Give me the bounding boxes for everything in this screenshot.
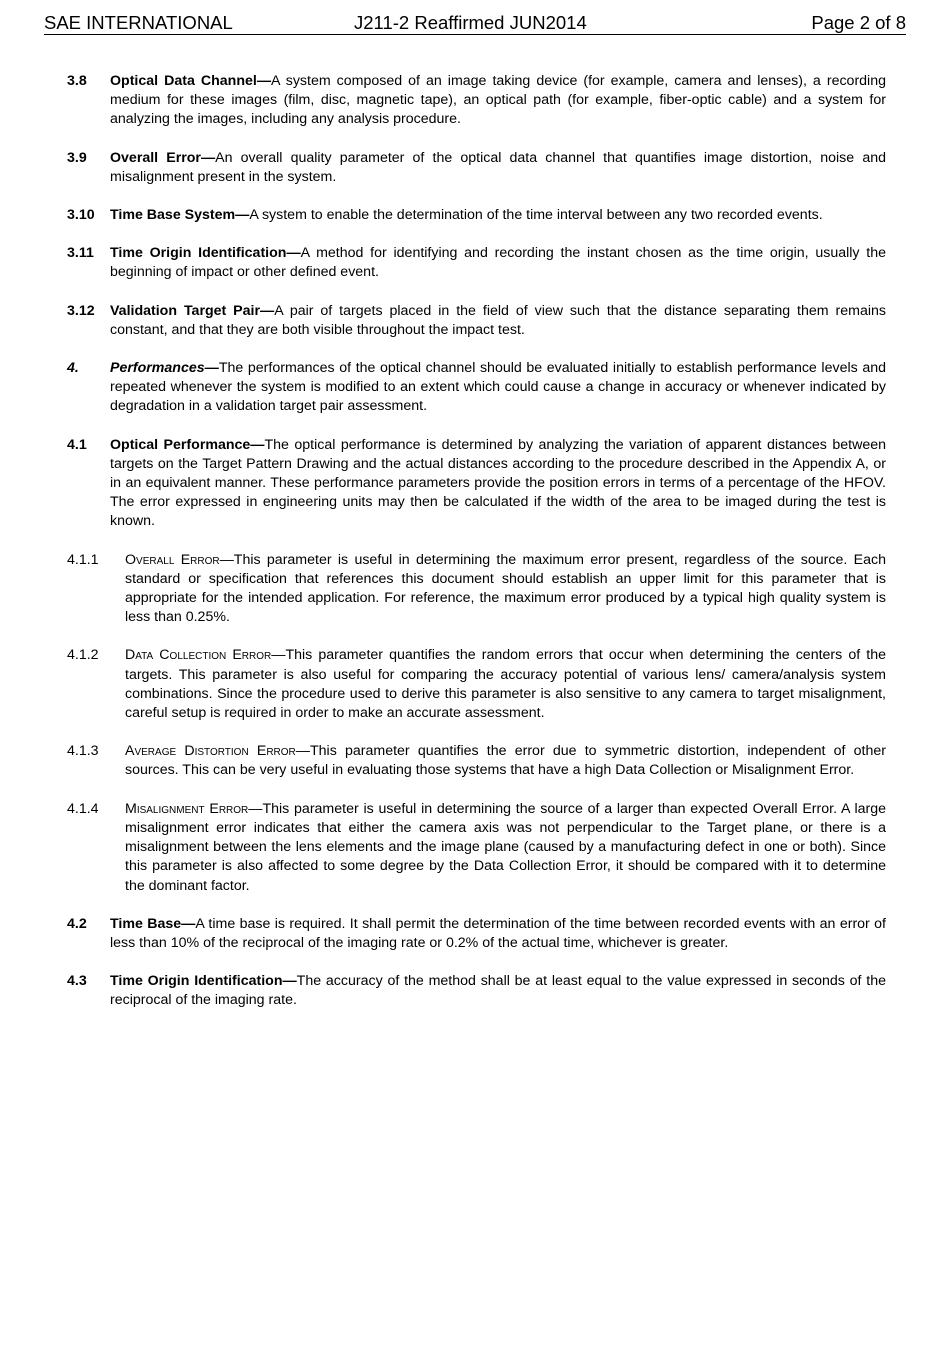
- section-number: 4.1.3: [67, 743, 99, 760]
- section-text: A method for identifying and recording the instant chosen as the time origin, usually the beginning of impact or other defined event.: [110, 245, 886, 281]
- section-number: 4.1.1: [67, 551, 99, 568]
- section-number: 4.1.4: [67, 800, 99, 817]
- section-3-9: [67, 149, 886, 187]
- section-number: 4.1: [67, 436, 87, 453]
- section-text: —This parameter quantifies the error due to symmetric distortion, independent of other sources. This can be very useful in evaluating those systems that have a high Data Collection or Misalignment Error.: [125, 743, 887, 779]
- page-header: [44, 12, 906, 35]
- section-3-8: [67, 72, 886, 130]
- section-number: 4.3: [67, 973, 87, 990]
- section-4-3: [67, 972, 886, 1010]
- section-text: A system to enable the determination of the time interval between any two recorded events.: [249, 207, 823, 224]
- section-number: 4.2: [67, 915, 87, 932]
- section-4-1-4: [67, 800, 886, 896]
- section-text: The performances of the optical channel should be evaluated initially to establish performance levels and repeated whenever the system is modified to an extent which could cause a change in accuracy or whenever indicated by degradation in a validation target pair assessment.: [110, 360, 886, 415]
- section-number: 3.11: [67, 245, 94, 262]
- section-term: Time Origin Identification—: [110, 245, 301, 262]
- section-text: The optical performance is determined by analyzing the variation of apparent distances between targets on the Target Pattern Drawing and the actual distances according to the procedure described in the Appendix A, or in an equivalent manner. These performance parameters provide the position errors in terms of a percentage of the HFOV. The error expressed in engineering units may then be calculated if the width of the area to be imaged during the test is known.: [110, 436, 886, 530]
- section-number: 4.: [67, 360, 79, 377]
- section-term: Validation Target Pair—: [110, 302, 275, 319]
- section-term: Performances—: [110, 360, 219, 377]
- section-4-1: [67, 436, 886, 532]
- section-number: 4.1.2: [67, 647, 99, 664]
- section-4-1-1: [67, 551, 886, 628]
- section-4: [67, 359, 886, 417]
- section-term: Data Collection Error: [125, 647, 272, 664]
- section-text: —This parameter is useful in determining the source of a larger than expected Overall Error. A large misalignment error indicates that either the camera axis was not perpendicular to the Target plane, or there is a misalignment between the lens elements and the image plane (caused by a manufacturing defect in one or both). Since this parameter is also affected to some degree by the Data Collection Error, it should be compared with it to determine the dominant factor.: [125, 800, 886, 894]
- section-term: Overall Error—: [110, 149, 216, 166]
- header-organization: SAE INTERNATIONAL: [44, 12, 233, 33]
- section-term: Overall Error: [125, 551, 220, 568]
- section-3-10: [67, 206, 886, 225]
- section-text: An overall quality parameter of the optical data channel that quantifies image distortion, noise and misalignment present in the system.: [110, 149, 886, 185]
- header-page-number: Page 2 of 8: [811, 12, 906, 33]
- section-4-1-2: [67, 646, 886, 723]
- section-4-2: [67, 915, 886, 953]
- section-number: 3.9: [67, 149, 87, 166]
- document-body: [67, 72, 886, 1030]
- section-term: Optical Performance—: [110, 436, 265, 453]
- section-3-12: [67, 302, 886, 340]
- section-term: Time Origin Identification—: [110, 973, 297, 990]
- section-text: —This parameter quantifies the random errors that occur when determining the centers of the targets. This parameter is also useful for comparing the accuracy potential of various lens/ camera/analysis system combinations. Since the procedure used to derive this parameter is also sensitive to any camera to target misalignment, careful setup is required in order to make an accurate assessment.: [125, 647, 886, 722]
- section-text: —This parameter is useful in determining the maximum error present, regardless of the source. Each standard or specification that references this document should establish an upper limit for this parameter that is appropriate for the intended application. For reference, the maximum error produced by a typical high quality system is less than 0.25%.: [125, 551, 886, 626]
- section-term: Time Base System—: [110, 207, 250, 224]
- section-number: 3.8: [67, 73, 87, 89]
- section-term: Time Base—: [110, 915, 196, 932]
- section-term: Optical Data Channel—: [110, 73, 272, 89]
- section-3-11: [67, 244, 886, 282]
- header-document-id: J211-2 Reaffirmed JUN2014: [354, 12, 587, 33]
- section-term: Misalignment Error: [125, 800, 249, 817]
- section-text: A pair of targets placed in the field of view such that the distance separating them remains constant, and that they are both visible throughout the impact test.: [110, 302, 886, 338]
- section-number: 3.12: [67, 302, 95, 319]
- section-4-1-3: [67, 742, 886, 780]
- section-number: 3.10: [67, 207, 95, 224]
- section-text: A system composed of an image taking device (for example, camera and lenses), a recording medium for these images (film, disc, magnetic tape), an optical path (for example, fiber-optic cable) and a system for analyzing the images, including any analysis procedure.: [110, 73, 886, 128]
- section-term: Average Distortion Error: [125, 743, 296, 760]
- section-text: The accuracy of the method shall be at least equal to the value expressed in seconds of the reciprocal of the imaging rate.: [110, 973, 886, 1009]
- section-text: A time base is required. It shall permit the determination of the time between recorded events with an error of less than 10% of the reciprocal of the imaging rate or 0.2% of the actual time, whichever is greater.: [110, 915, 887, 951]
